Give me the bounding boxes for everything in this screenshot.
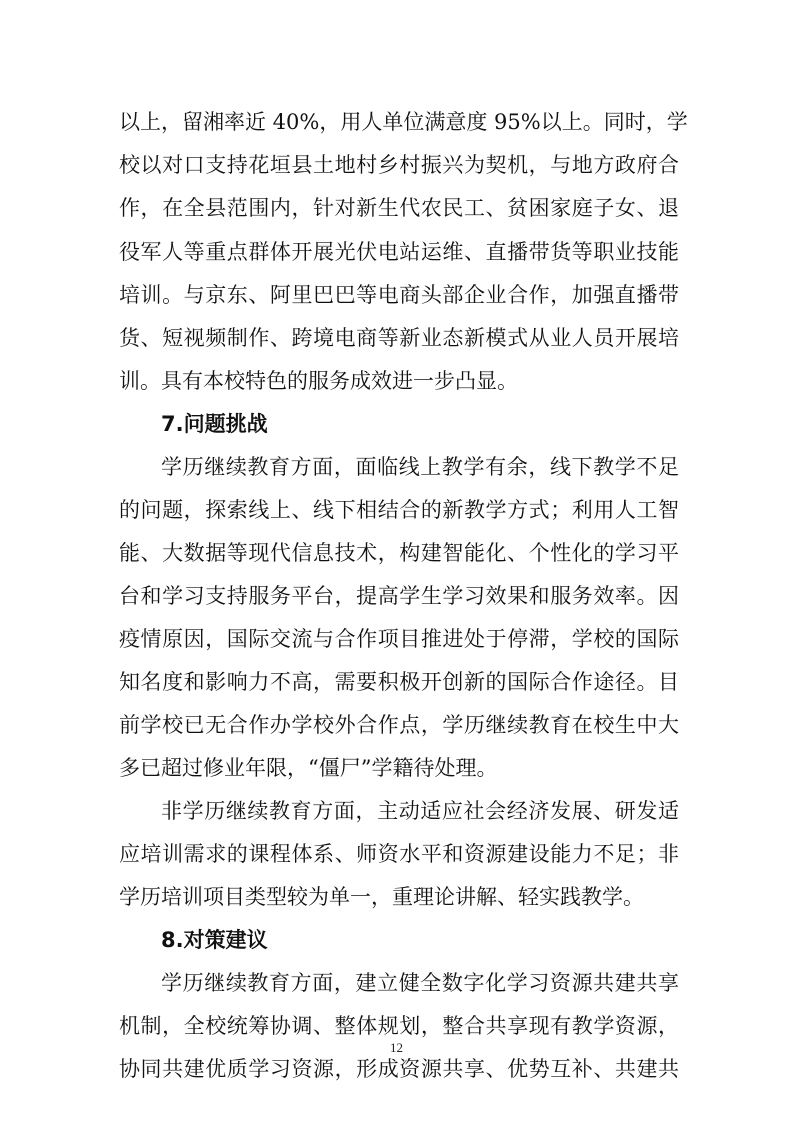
text-line: 机制，全校统筹协调、整体规划，整合共享现有教学资源， [119, 1014, 679, 1038]
section-heading-problems: 7.问题挑战 [161, 412, 268, 436]
text-line: 的问题，探索线上、线下相结合的新教学方式；利用人工智 [119, 498, 679, 522]
text-line: 货、短视频制作、跨境电商等新业态新模式从业人员开展培 [119, 326, 679, 350]
text-line: 非学历继续教育方面，主动适应社会经济发展、研发适 [161, 799, 679, 823]
text-line: 前学校已无合作办学校外合作点，学历继续教育在校生中大 [119, 713, 679, 737]
text-line: 学历继续教育方面，建立健全数字化学习资源共建共享 [161, 971, 679, 995]
text-line: 知名度和影响力不高，需要积极开创新的国际合作途径。目 [119, 670, 679, 694]
page-number: 12 [390, 1040, 403, 1055]
text-line: 训。具有本校特色的服务成效进一步凸显。 [119, 369, 518, 393]
text-line: 学历继续教育方面，面临线上教学有余，线下教学不足 [161, 455, 679, 479]
text-line: 学历培训项目类型较为单一，重理论讲解、轻实践教学。 [119, 885, 644, 909]
text-line: 协同共建优质学习资源，形成资源共享、优势互补、共建共 [119, 1057, 679, 1081]
text-line: 以上，留湘率近 40%，用人单位满意度 95%以上。同时，学 [119, 110, 688, 134]
text-line: 多已超过修业年限，“僵尸”学籍待处理。 [119, 756, 498, 780]
text-line: 校以对口支持花垣县土地村乡村振兴为契机，与地方政府合 [119, 153, 679, 177]
text-line: 作，在全县范围内，针对新生代农民工、贫困家庭子女、退 [119, 196, 679, 220]
section-heading-recommendations: 8.对策建议 [161, 928, 268, 952]
text-line: 培训。与京东、阿里巴巴等电商头部企业合作，加强直播带 [119, 283, 679, 307]
text-line: 役军人等重点群体开展光伏电站运维、直播带货等职业技能 [119, 240, 679, 264]
text-line: 疫情原因，国际交流与合作项目推进处于停滞，学校的国际 [119, 627, 679, 651]
text-line: 台和学习支持服务平台，提高学生学习效果和服务效率。因 [119, 584, 679, 608]
text-line: 能、大数据等现代信息技术，构建智能化、个性化的学习平 [119, 541, 679, 565]
text-line: 应培训需求的课程体系、师资水平和资源建设能力不足；非 [119, 842, 679, 866]
